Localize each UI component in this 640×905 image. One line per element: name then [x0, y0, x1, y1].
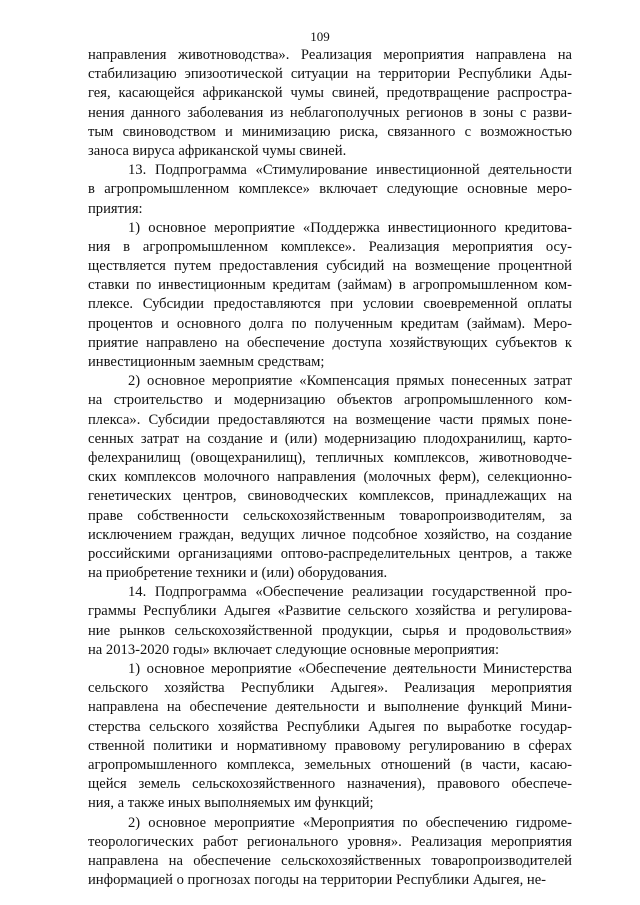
text-line: направлена на обеспечение сельскохозяйственных товаропроизводителей — [88, 852, 572, 869]
text-line: на строительство и модернизацию объектов агропромышленного ком- — [88, 392, 572, 409]
text-line: стабилизацию эпизоотической ситуации на территории Республики Ады- — [88, 66, 572, 83]
text-line: нения данного заболевания из неблагополучных регионов в зоны с разви- — [88, 104, 572, 121]
paragraph — [88, 161, 572, 219]
paragraph — [88, 219, 572, 373]
text-line: 1) основное мероприятие «Обеспечение деятельности Министерства — [128, 661, 572, 677]
text-line: ществляется путем предоставления субсидий на возмещение процентной — [88, 258, 572, 275]
text-line: гея, касающейся африканской чумы свиней, предотвращение распростра- — [88, 85, 572, 102]
text-line: тым свиноводством и минимизацию риска, связанного с возможностью — [88, 123, 572, 140]
text-line: 14. Подпрограмма «Обеспечение реализации государственной про- — [128, 584, 572, 601]
text-line: заноса вируса африканской чумы свиней. — [88, 142, 347, 159]
text-line: направления животноводства». Реализация мероприятия направлена на — [88, 47, 572, 63]
text-line: щейся земель сельскохозяйственного назначения), правового обеспече- — [88, 776, 572, 793]
text-line: граммы Республики Адыгея «Развитие сельского хозяйства и регулирова- — [88, 603, 572, 620]
text-line: приятия: — [88, 200, 143, 217]
text-line: исключением граждан, ведущих личное подсобное хозяйство, на создание — [88, 526, 572, 543]
paragraph — [88, 660, 572, 814]
text-line: российскими организациями оптово-распределительных центров, а также — [88, 545, 572, 562]
text-line: ставки по инвестиционным кредитам (займам) в агропромышленном ком- — [88, 277, 572, 294]
text-line: теорологических работ регионального уровня». Реализация мероприятия — [88, 833, 572, 850]
text-line: в агропромышленном комплексе» включает следующие основные меро- — [88, 181, 572, 198]
text-line: сенных затрат на создание и (или) модернизацию плодохранилищ, карто- — [88, 430, 572, 447]
text-line: инвестиционным заемным средствам; — [88, 354, 325, 370]
text-line: 13. Подпрограмма «Стимулирование инвестиционной деятельности — [128, 162, 572, 179]
paragraph — [88, 372, 572, 583]
text-line: плексе. Субсидии предоставляются при условии своевременной оплаты — [88, 296, 572, 313]
text-line: приятие направлено на обеспечение доступа хозяйствующих субъектов к — [88, 334, 572, 351]
text-line: направлена на обеспечение деятельности и выполнение функций Мини- — [88, 699, 572, 716]
paragraph — [88, 583, 572, 660]
text-line: ских комплексов молочного направления (молочных ферм), селекционно- — [88, 469, 572, 486]
paragraph — [88, 814, 572, 891]
document-body — [88, 46, 572, 890]
text-line: стерства сельского хозяйства Республики Адыгея по выработке государ- — [88, 718, 572, 735]
text-line: информацией о прогнозах погоды на территории Республики Адыгея, не- — [88, 872, 547, 889]
text-line: 2) основное мероприятие «Компенсация прямых понесенных затрат — [128, 373, 572, 390]
text-line: 1) основное мероприятие «Поддержка инвестиционного кредитова- — [128, 219, 572, 236]
text-line: ственной политики и нормативному правовому регулированию в сферах — [88, 737, 572, 754]
text-line: ние рынков сельскохозяйственной продукции, сырья и продовольствия» — [88, 622, 572, 639]
text-line: праве собственности сельскохозяйственным товаропроизводителям, за — [88, 507, 572, 524]
text-line: процентов и основного долга по полученным кредитам (займам). Меро- — [88, 315, 572, 332]
text-line: на 2013-2020 годы» включает следующие основные мероприятия: — [88, 641, 500, 658]
text-line: фелехранилищ (овощехранилищ), тепличных комплексов, животноводче- — [88, 449, 572, 466]
text-line: генетических центров, свиноводческих комплексов, принадлежащих на — [88, 488, 572, 505]
text-line: 2) основное мероприятие «Мероприятия по обеспечению гидроме- — [128, 814, 572, 831]
text-line: плекса». Субсидии предоставляются на возмещение части прямых поне- — [88, 411, 572, 428]
text-line: сельского хозяйства Республики Адыгея». Реализация мероприятия — [88, 680, 572, 697]
text-line: ния в агропромышленном комплексе». Реализация мероприятия осу- — [88, 238, 572, 255]
page-number: 109 — [310, 29, 330, 44]
paragraph — [88, 46, 572, 161]
text-line: агропромышленного комплекса, земельных отношений (в части, касаю- — [88, 756, 572, 773]
text-line: на приобретение техники и (или) оборудования. — [88, 565, 388, 582]
text-line: ния, а также иных выполняемых им функций; — [88, 795, 374, 812]
